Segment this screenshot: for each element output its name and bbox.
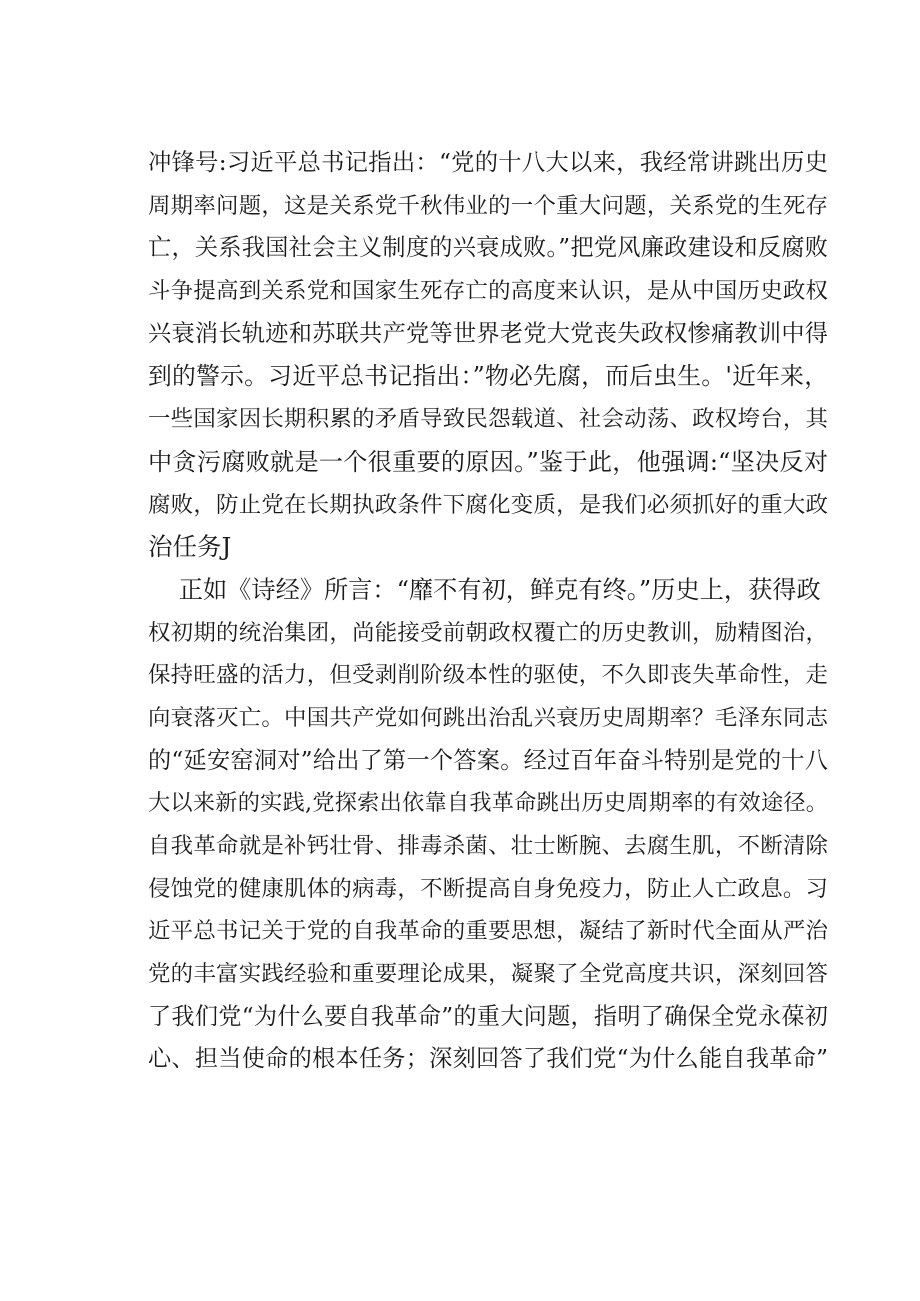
body-text: [148, 142, 828, 1081]
text-line: 腐败，防止党在长期执政条件下腐化变质，是我们必须抓好的重大政: [148, 491, 828, 518]
text-line: 自我革命就是补钙壮骨、排毒杀菌、壮士断腕、去腐生肌，不断清除: [148, 833, 828, 859]
text-line: 心、担当使命的根本任务；深刻回答了我们党“为什么能自我革命”: [148, 1045, 828, 1073]
text-line: 到的警示。习近平总书记指出：”物必先腐，而后虫生。'近年来，: [148, 362, 828, 391]
text-line: 斗争提高到关系党和国家生死存亡的高度来认识，是从中国历史政权: [148, 278, 828, 305]
text-line: 向衰落灭亡。中国共产党如何跳出治乱兴衰历史周期率？毛泽东同志: [148, 704, 828, 731]
text-line: 了我们党“为什么要自我革命”的重大问题，指明了确保全党永葆初: [148, 1002, 828, 1030]
text-line: 保持旺盛的活力，但受剥削阶级本性的驱使，不久即丧失革命性，走: [148, 662, 828, 689]
text-line: 冲锋号:习近平总书记指出：“党的十八大以来，我经常讲跳出历史: [148, 149, 828, 176]
text-line: 治任务J: [148, 532, 232, 562]
text-line: 正如《诗经》所言：“靡不有初，鲜克有终。”历史上，获得政: [148, 575, 821, 604]
text-line: 权初期的统治集团，尚能接受前朝政权覆亡的历史教训，励精图治，: [148, 619, 828, 646]
text-line: 周期率问题，这是关系党千秋伟业的一个重大问题，关系党的生死存: [148, 192, 828, 219]
text-line: 党的丰富实践经验和重要理论成果，凝聚了全党高度共识，深刻回答: [148, 961, 828, 988]
paragraph-2: [148, 569, 828, 1081]
text-line: 近平总书记关于党的自我革命的重要思想，凝结了新时代全面从严治: [148, 918, 828, 945]
text-line: 侵蚀党的健康肌体的病毒，不断提高自身免疫力，防止人亡政息。习: [148, 875, 828, 902]
text-line: 大以来新的实践,党探索出依靠自我革命跳出历史周期率的有效途径。: [148, 790, 828, 817]
text-line: 亡，关系我国社会主义制度的兴衰成败。”把党风廉政建设和反腐败: [148, 234, 828, 262]
text-line: 兴衰消长轨迹和苏联共产党等世界老党大党丧失政权惨痛教训中得: [148, 319, 828, 347]
text-line: 中贪污腐败就是一个很重要的原因。”鉴于此，他强调:“坚决反对: [148, 447, 828, 476]
text-line: 的“延安窑洞对”给出了第一个答案。经过百年奋斗特别是党的十八: [148, 746, 828, 774]
text-line: 一些国家因长期积累的矛盾导致民怨载道、社会动荡、政权垮台，其: [148, 406, 828, 433]
paragraph-1: [148, 142, 828, 569]
